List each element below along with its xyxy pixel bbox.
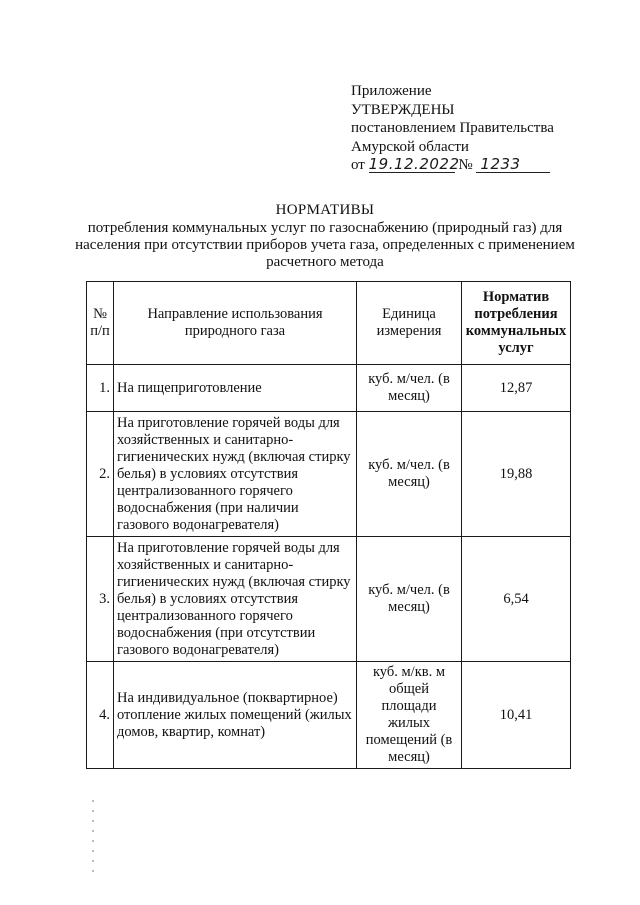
row-unit: куб. м/чел. (в месяц) [357, 537, 462, 662]
date-prefix: от [351, 157, 365, 173]
table-row [87, 662, 571, 769]
row-num: 4. [87, 662, 114, 769]
row-unit: куб. м/чел. (в месяц) [357, 412, 462, 537]
row-unit: куб. м/чел. (в месяц) [357, 365, 462, 412]
row-value: 19,88 [462, 412, 571, 537]
row-value: 6,54 [462, 537, 571, 662]
document-subtitle-line-3: расчетного метода [266, 254, 384, 270]
date-number-line [351, 156, 591, 175]
row-direction: На приготовление горячей воды для хозяйственных и санитарно-гигиенических нужд (включая стирку белья) в условиях отсутствия централизованного горячего водоснабжения (при наличии газового водонагревателя) [114, 412, 357, 537]
region-label: Амурской области [351, 138, 469, 155]
table-row [87, 412, 571, 537]
document-heading [60, 202, 590, 271]
header-num: № п/п [87, 282, 114, 365]
document-subtitle-line-1: потребления коммунальных услуг по газоснабжению (природный газ) для [87, 220, 563, 236]
scan-margin-marks [90, 800, 96, 880]
header-unit: Единица измерения [357, 282, 462, 365]
row-value: 12,87 [462, 365, 571, 412]
row-direction: На пищеприготовление [114, 365, 357, 412]
table-row [87, 365, 571, 412]
handwritten-number: 1233 [476, 156, 550, 173]
header-direction: Направление использования природного газа [114, 282, 357, 365]
norms-table [86, 281, 571, 769]
table-row [87, 537, 571, 662]
row-num: 3. [87, 537, 114, 662]
resolution-label: постановлением Правительства [351, 120, 554, 136]
approval-block [351, 82, 591, 175]
row-direction: На приготовление горячей воды для хозяйственных и санитарно-гигиенических нужд (включая стирку белья) в условиях отсутствия централизованного горячего водоснабжения (при отсутствии газового водонагревателя) [114, 537, 357, 662]
handwritten-date: 19.12.2022 [368, 155, 460, 173]
document-subtitle-line-2: населения при отсутствии приборов учета газа, определенных с применением [75, 237, 575, 253]
row-direction: На индивидуальное (поквартирное) отопление жилых помещений (жилых домов, квартир, комнат) [114, 662, 357, 769]
row-unit: куб. м/кв. м общей площади жилых помещений (в месяц) [357, 662, 462, 769]
appendix-label: Приложение [351, 83, 432, 99]
row-num: 2. [87, 412, 114, 537]
table-header-row [87, 282, 571, 365]
row-num: 1. [87, 365, 114, 412]
row-value: 10,41 [462, 662, 571, 769]
approved-label: УТВЕРЖДЕНЫ [351, 101, 455, 118]
header-value: Норматив потребления коммунальных услуг [462, 282, 571, 365]
document-title: НОРМАТИВЫ [275, 202, 375, 218]
number-prefix: № [458, 157, 473, 173]
